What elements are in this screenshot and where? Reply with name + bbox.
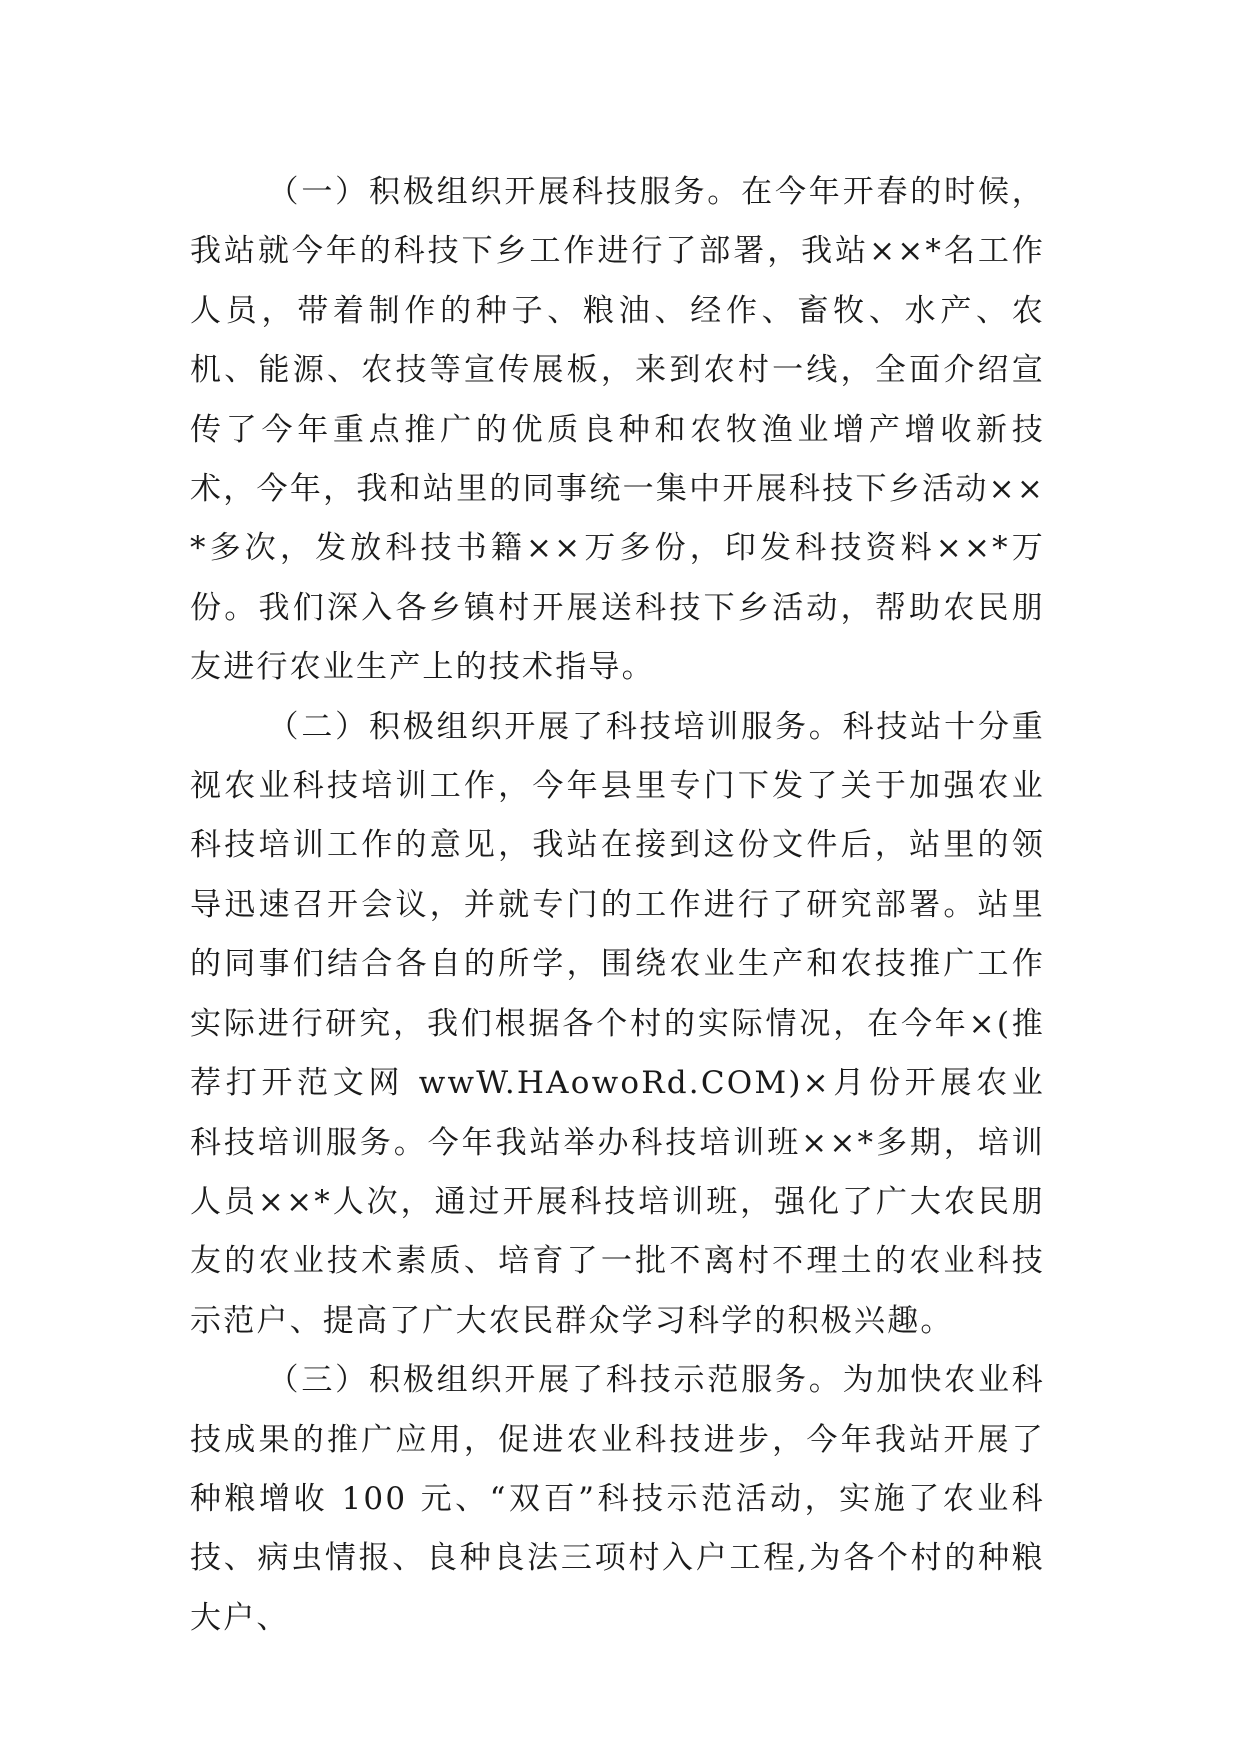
paragraph-2: （二）积极组织开展了科技培训服务。科技站十分重视农业科技培训工作，今年县里专门下发了关于加强农业科技培训工作的意见，我站在接到这份文件后，站里的领导迅速召开会议，并就专门的工作进行了研究部署。站里的同事们结合各自的所学，围绕农业生产和农技推广工作实际进行研究，我们根据各个村的实际情况，在今年×(推荐打开范文网 wwW.HAowoRd.COM)×月份开展农业科技培训服务。今年我站举办科技培训班××*多期，培训人员××*人次，通过开展科技培训班，强化了广大农民朋友的农业技术素质、培育了一批不离村不理土的农业科技示范户、提高了广大农民群众学习科学的积极兴趣。 [190,708,1045,1339]
paragraph-1: （一）积极组织开展科技服务。在今年开春的时候，我站就今年的科技下乡工作进行了部署，我站××*名工作人员，带着制作的种子、粮油、经作、畜牧、水产、农机、能源、农技等宣传展板，来到农村一线，全面介绍宣传了今年重点推广的优质良种和农牧渔业增产增收新技术，今年，我和站里的同事统一集中开展科技下乡活动××*多次，发放科技书籍××万多份，印发科技资料××*万份。我们深入各乡镇村开展送科技下乡活动，帮助农民朋友进行农业生产上的技术指导。 [190,174,1045,686]
document-body [190,163,1045,1648]
paragraph-3: （三）积极组织开展了科技示范服务。为加快农业科技成果的推广应用，促进农业科技进步，今年我站开展了种粮增收 100 元、“双百”科技示范活动，实施了农业科技、病虫情报、良种良法三项村入户工程,为各个村的种粮大户、 [190,1362,1045,1636]
